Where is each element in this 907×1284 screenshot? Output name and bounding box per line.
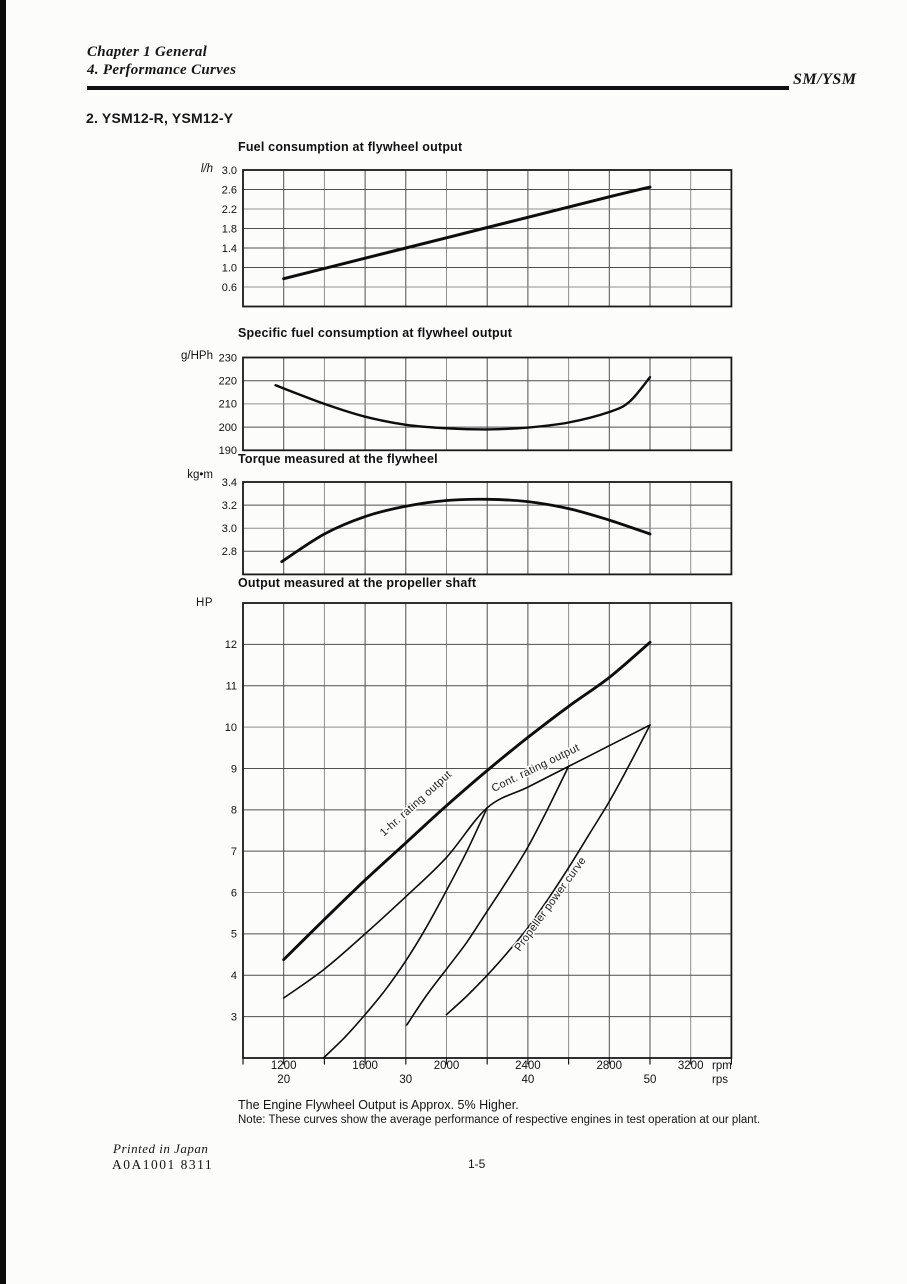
- x-axis-unit-rpm: rpm: [712, 1060, 732, 1072]
- y-tick-label: 190: [218, 445, 237, 458]
- chapter-heading: Chapter 1 General: [87, 44, 208, 60]
- y-tick-label: 0.6: [221, 281, 237, 294]
- chart-2: [219, 352, 732, 457]
- x-tick-label-rps: 30: [399, 1074, 413, 1086]
- y-tick-label: 7: [230, 845, 237, 858]
- y-tick-label: 3.0: [221, 164, 237, 177]
- curve-specific-fuel-consumption: [276, 377, 650, 429]
- y-tick-label: 3.4: [221, 476, 237, 489]
- x-tick-label-rpm: 2800: [596, 1060, 623, 1072]
- y-tick-label: 12: [224, 639, 237, 652]
- footer-printed-in-japan: Printed in Japan: [113, 1141, 209, 1156]
- y-tick-label: 9: [230, 763, 237, 776]
- x-tick-label-rpm: 1200: [270, 1060, 297, 1072]
- page-number: 1-5: [468, 1157, 486, 1171]
- y-tick-label: 1.8: [221, 223, 237, 236]
- section-heading: 4. Performance Curves: [87, 62, 237, 78]
- y-tick-label: 1.0: [221, 262, 237, 275]
- x-tick-label-rpm: 2400: [515, 1060, 541, 1072]
- y-tick-label: 1.4: [221, 242, 237, 255]
- x-tick-label-rps: 50: [643, 1074, 657, 1086]
- y-tick-label: 5: [230, 928, 237, 941]
- curve-cont-rating-output: [284, 725, 650, 998]
- y-tick-label: 2.2: [221, 203, 237, 216]
- x-tick-label-rpm: 3200: [677, 1060, 704, 1072]
- chart-1: [222, 165, 732, 307]
- y-tick-label: 220: [218, 375, 237, 388]
- y-tick-label: 2.6: [221, 184, 237, 197]
- manual-code: SM/YSM: [793, 71, 857, 88]
- curve-label: Cont. rating output: [489, 741, 582, 795]
- y-tick-label: 3: [230, 1011, 237, 1024]
- note-test-operation: Note: These curves show the average performance of respective engines in test operation at our plant.: [238, 1114, 761, 1126]
- x-tick-label-rpm: 2000: [433, 1060, 460, 1072]
- curve-label: Propeller power curve: [512, 854, 589, 954]
- curve-label: 1-hr. rating output: [377, 768, 455, 839]
- chart-title-torque: Torque measured at the flywheel: [238, 452, 438, 466]
- note-flywheel-output: The Engine Flywheel Output is Approx. 5% Higher.: [238, 1098, 519, 1112]
- y-tick-label: 10: [224, 721, 237, 734]
- page-title: 2. YSM12-R, YSM12-Y: [86, 110, 234, 126]
- y-tick-label: 3.2: [221, 499, 237, 512]
- y-tick-label: 3.0: [221, 523, 237, 535]
- y-tick-label: 4: [230, 970, 237, 983]
- y-unit-label-lh: l/h: [200, 163, 213, 175]
- footer-document-code: A0A1001 8311: [112, 1157, 214, 1172]
- y-unit-label-kgm: kg•m: [187, 469, 213, 481]
- y-tick-label: 2.8: [221, 546, 237, 559]
- curve-torque: [282, 499, 650, 561]
- chart-title-output: Output measured at the propeller shaft: [238, 576, 477, 590]
- y-tick-label: 200: [218, 421, 237, 434]
- curve-one-hr-rating-output: [284, 642, 650, 959]
- y-tick-label: 6: [230, 887, 237, 900]
- chart-4: [225, 603, 732, 1086]
- y-tick-label: 230: [218, 352, 237, 365]
- chart-3: [222, 477, 732, 575]
- x-axis-unit-rps: rps: [712, 1074, 728, 1086]
- y-tick-label: 11: [225, 680, 237, 693]
- x-tick-label-rps: 40: [521, 1074, 535, 1086]
- x-tick-label-rpm: 1600: [352, 1060, 378, 1072]
- chart-title-fuel-consumption: Fuel consumption at flywheel output: [238, 140, 463, 154]
- y-tick-label: 8: [230, 804, 237, 817]
- y-unit-label-ghph: g/HPh: [181, 350, 213, 362]
- y-unit-label-hp: HP: [196, 597, 213, 609]
- chart-title-specific-fuel-consumption: Specific fuel consumption at flywheel output: [238, 326, 513, 340]
- x-tick-label-rps: 20: [277, 1074, 291, 1086]
- y-tick-label: 210: [218, 398, 237, 411]
- curve-fuel-consumption: [284, 187, 650, 279]
